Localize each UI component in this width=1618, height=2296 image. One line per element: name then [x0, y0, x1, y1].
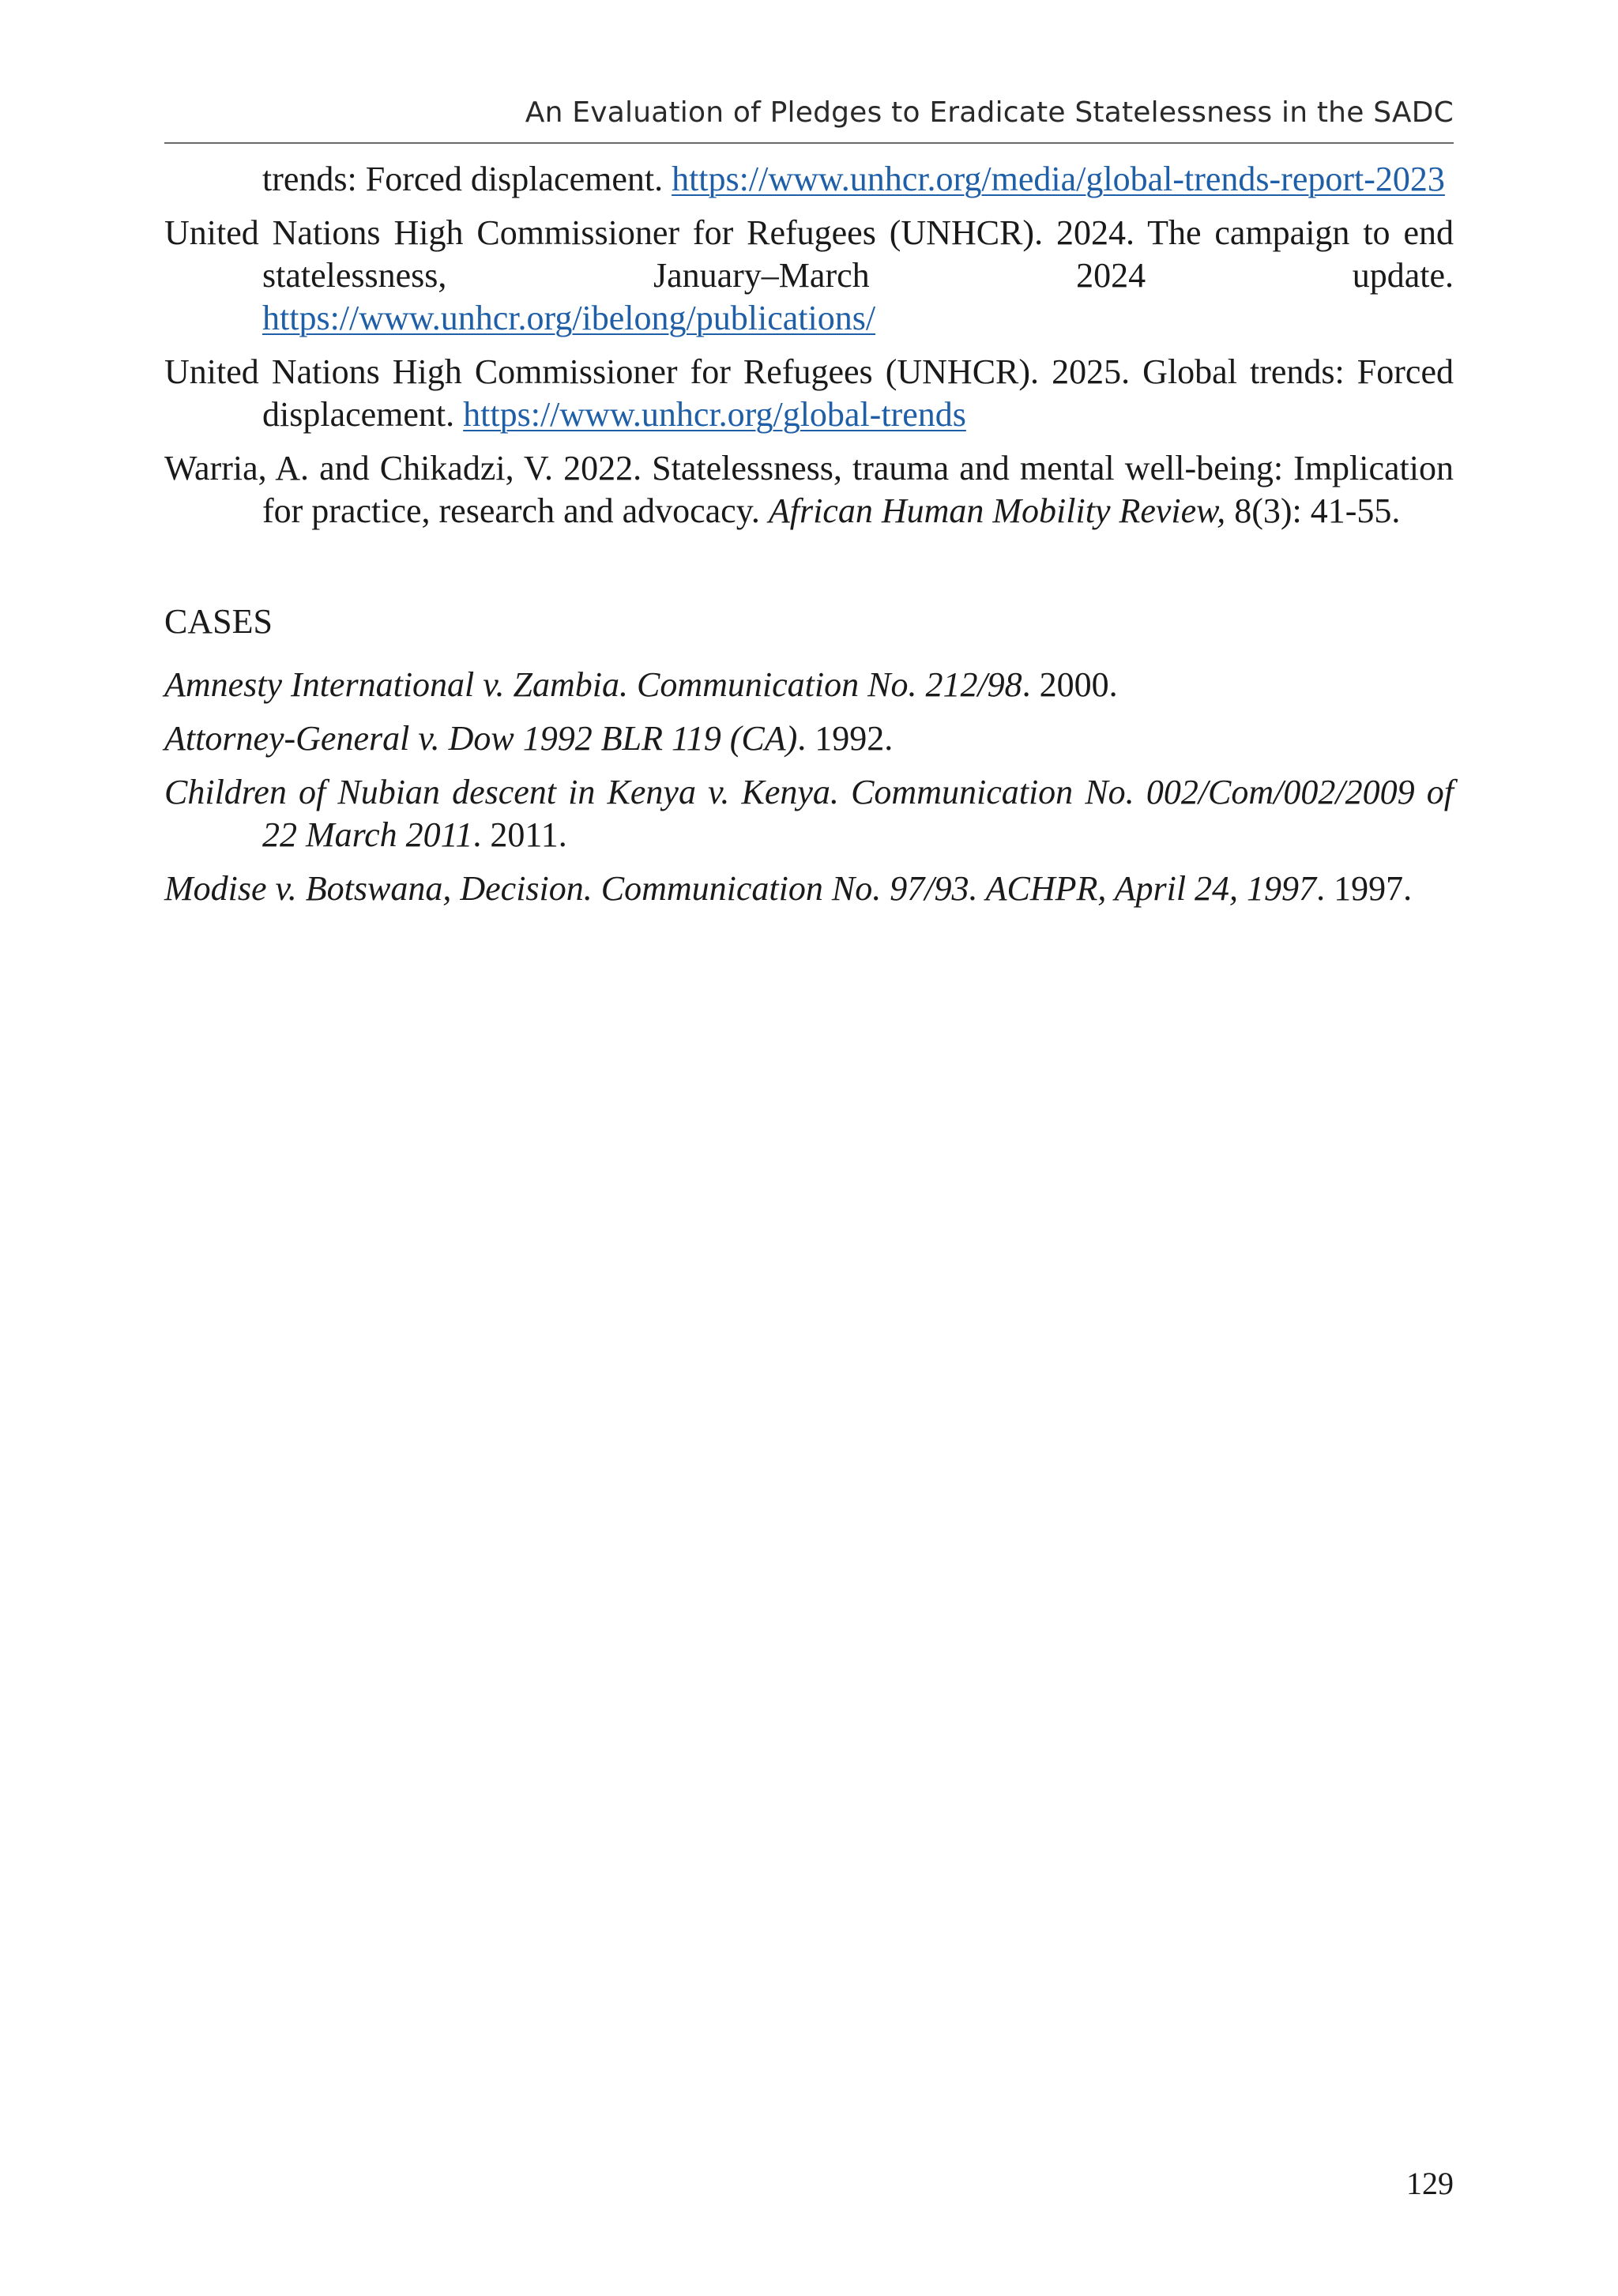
reference-text: United Nations High Commissioner for Refugees (UNHCR). 2024. The campaign to end statelessness, January–March 2024 update. [164, 213, 1454, 295]
case-entry-1 [164, 664, 1454, 706]
reference-volume: 8(3): 41-55. [1225, 491, 1401, 530]
reference-text: United Nations High Commissioner for Refugees (UNHCR). 2025. Global trends: Forced displacement. [164, 352, 1454, 434]
case-title: Children of Nubian descent in Kenya v. Kenya. Communication No. 002/Com/002/2009 of 22 March 2011 [164, 773, 1454, 854]
reference-entry-2 [164, 212, 1454, 340]
case-title: Attorney-General v. Dow 1992 BLR 119 (CA) [164, 719, 798, 758]
reference-link-ibelong-publications[interactable]: https://www.unhcr.org/ibelong/publications/ [262, 299, 876, 337]
page-content [164, 158, 1454, 921]
section-title-cases: CASES [164, 602, 273, 641]
case-year: . 1997. [1316, 869, 1413, 908]
reference-link-global-trends[interactable]: https://www.unhcr.org/global-trends [463, 395, 966, 434]
header-rule [164, 142, 1454, 144]
case-entry-3 [164, 771, 1454, 856]
case-year: . 1992. [797, 719, 894, 758]
page-number: 129 [1406, 2166, 1454, 2201]
reference-entry-4 [164, 447, 1454, 533]
case-entry-4 [164, 868, 1454, 910]
reference-text: Warria, A. and Chikadzi, V. 2022. Statelessness, trauma and mental well-being: Implication for practice, research and advocacy. [164, 449, 1454, 530]
running-header: An Evaluation of Pledges to Eradicate Statelessness in the SADC [525, 96, 1454, 129]
case-entry-2 [164, 717, 1454, 760]
reference-text: trends: Forced displacement. [262, 160, 672, 198]
case-title: Amnesty International v. Zambia. Communication No. 212/98 [164, 665, 1022, 704]
reference-entry-3 [164, 351, 1454, 436]
case-year: . 2011. [472, 815, 567, 854]
case-title: Modise v. Botswana, Decision. Communication No. 97/93. ACHPR, April 24, 1997 [164, 869, 1317, 908]
case-year: . 2000. [1022, 665, 1118, 704]
reference-journal-title: African Human Mobility Review, [768, 491, 1226, 530]
reference-entry-1 [164, 158, 1454, 201]
reference-link-global-trends-2023[interactable]: https://www.unhcr.org/media/global-trends-report-2023 [672, 160, 1445, 198]
